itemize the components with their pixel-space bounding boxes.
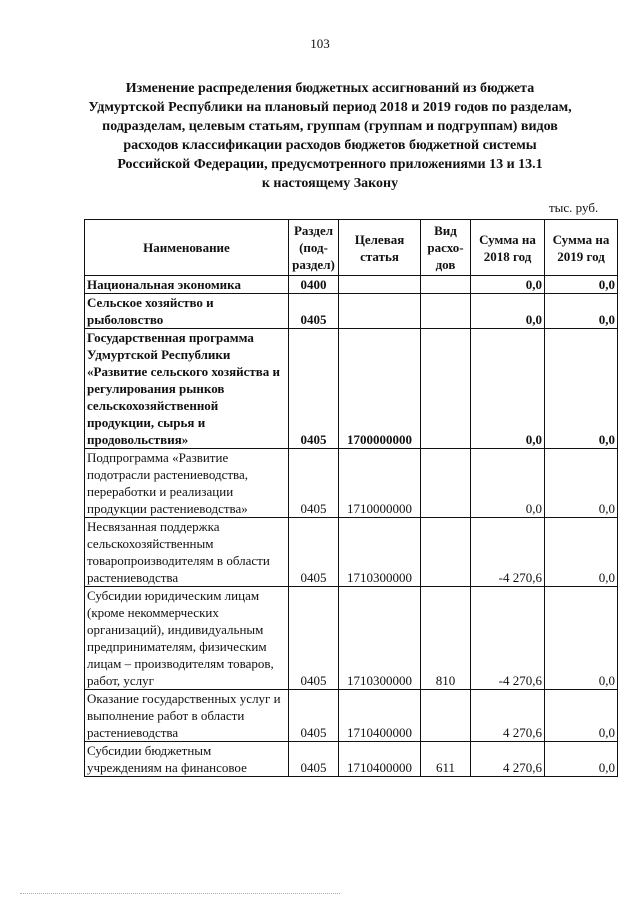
- title-line: Российской Федерации, предусмотренного приложениями 13 и 13.1: [117, 157, 543, 172]
- cell-section: 0405: [289, 518, 339, 587]
- cell-sum-2019: 0,0: [545, 587, 618, 690]
- header-target: Целевая статья: [339, 220, 421, 276]
- cell-name: Субсидии бюджетным учреждениям на финансовое: [85, 742, 289, 777]
- cell-sum-2018: 0,0: [471, 276, 545, 294]
- cell-section: 0405: [289, 449, 339, 518]
- cell-section: 0405: [289, 742, 339, 777]
- cell-section: 0405: [289, 587, 339, 690]
- cell-section: 0405: [289, 329, 339, 449]
- cell-sum-2018: 0,0: [471, 449, 545, 518]
- cell-name: Национальная экономика: [85, 276, 289, 294]
- cell-sum-2019: 0,0: [545, 690, 618, 742]
- table-row: [85, 449, 618, 518]
- header-name: Наименование: [85, 220, 289, 276]
- table-row: [85, 276, 618, 294]
- cell-sum-2018: 4 270,6: [471, 742, 545, 777]
- cell-sum-2019: 0,0: [545, 294, 618, 329]
- cell-sum-2019: 0,0: [545, 276, 618, 294]
- cell-vid: [421, 518, 471, 587]
- cell-sum-2019: 0,0: [545, 329, 618, 449]
- cell-target: 1710400000: [339, 742, 421, 777]
- table-row: [85, 742, 618, 777]
- title-line: Удмуртской Республики на плановый период 2018 и 2019 годов по разделам,: [88, 100, 572, 115]
- cell-name: Субсидии юридическим лицам (кроме некоммерческих организаций), индивидуальным предпринимателям, физическим лицам – производителям товаров, работ, услуг: [85, 587, 289, 690]
- cell-sum-2018: 0,0: [471, 329, 545, 449]
- cell-name: Сельское хозяйство и рыболовство: [85, 294, 289, 329]
- cell-vid: [421, 690, 471, 742]
- cell-section: 0405: [289, 294, 339, 329]
- cell-target: 1710400000: [339, 690, 421, 742]
- header-sum-2019: Сумма на 2019 год: [545, 220, 618, 276]
- table-row: [85, 690, 618, 742]
- cell-sum-2018: -4 270,6: [471, 518, 545, 587]
- cell-sum-2018: 0,0: [471, 294, 545, 329]
- cell-sum-2019: 0,0: [545, 449, 618, 518]
- cell-name: Подпрограмма «Развитие подотрасли растениеводства, переработки и реализации продукции растениеводства»: [85, 449, 289, 518]
- cell-name: Государственная программа Удмуртской Республики «Развитие сельского хозяйства и регулирования рынков сельскохозяйственной продукции, сырья и продовольствия»: [85, 329, 289, 449]
- title-line: к настоящему Закону: [261, 176, 399, 191]
- cell-vid: [421, 449, 471, 518]
- cell-target: 1700000000: [339, 329, 421, 449]
- budget-table: [84, 219, 618, 777]
- cell-sum-2018: 4 270,6: [471, 690, 545, 742]
- document-title: [60, 79, 600, 193]
- cell-target: 1710300000: [339, 587, 421, 690]
- cell-sum-2019: 0,0: [545, 742, 618, 777]
- cell-name: Несвязанная поддержка сельскохозяйственным товаропроизводителям в области растениеводства: [85, 518, 289, 587]
- cell-section: 0405: [289, 690, 339, 742]
- table-row: [85, 587, 618, 690]
- cell-vid: 810: [421, 587, 471, 690]
- cell-target: [339, 276, 421, 294]
- table-body: [85, 276, 618, 777]
- unit-label: тыс. руб.: [549, 200, 599, 215]
- title-line: Изменение распределения бюджетных ассигнований из бюджета: [125, 81, 535, 96]
- table-row: [85, 329, 618, 449]
- title-line: подразделам, целевым статьям, группам (группам и подгруппам) видов: [102, 119, 558, 134]
- cell-sum-2019: 0,0: [545, 518, 618, 587]
- table-header-row: [85, 220, 618, 276]
- cell-target: [339, 294, 421, 329]
- table-row: [85, 518, 618, 587]
- cell-vid: 611: [421, 742, 471, 777]
- cell-vid: [421, 329, 471, 449]
- cell-sum-2018: -4 270,6: [471, 587, 545, 690]
- cell-target: 1710300000: [339, 518, 421, 587]
- footer-divider: [20, 893, 340, 896]
- cell-target: 1710000000: [339, 449, 421, 518]
- table-row: [85, 294, 618, 329]
- title-line: расходов классификации расходов бюджетов бюджетной системы: [123, 138, 537, 153]
- cell-vid: [421, 276, 471, 294]
- header-vid: Вид расхо-дов: [421, 220, 471, 276]
- page-number: 103: [310, 36, 330, 51]
- header-section: Раздел (под-раздел): [289, 220, 339, 276]
- cell-section: 0400: [289, 276, 339, 294]
- cell-name: Оказание государственных услуг и выполнение работ в области растениеводства: [85, 690, 289, 742]
- header-sum-2018: Сумма на 2018 год: [471, 220, 545, 276]
- cell-vid: [421, 294, 471, 329]
